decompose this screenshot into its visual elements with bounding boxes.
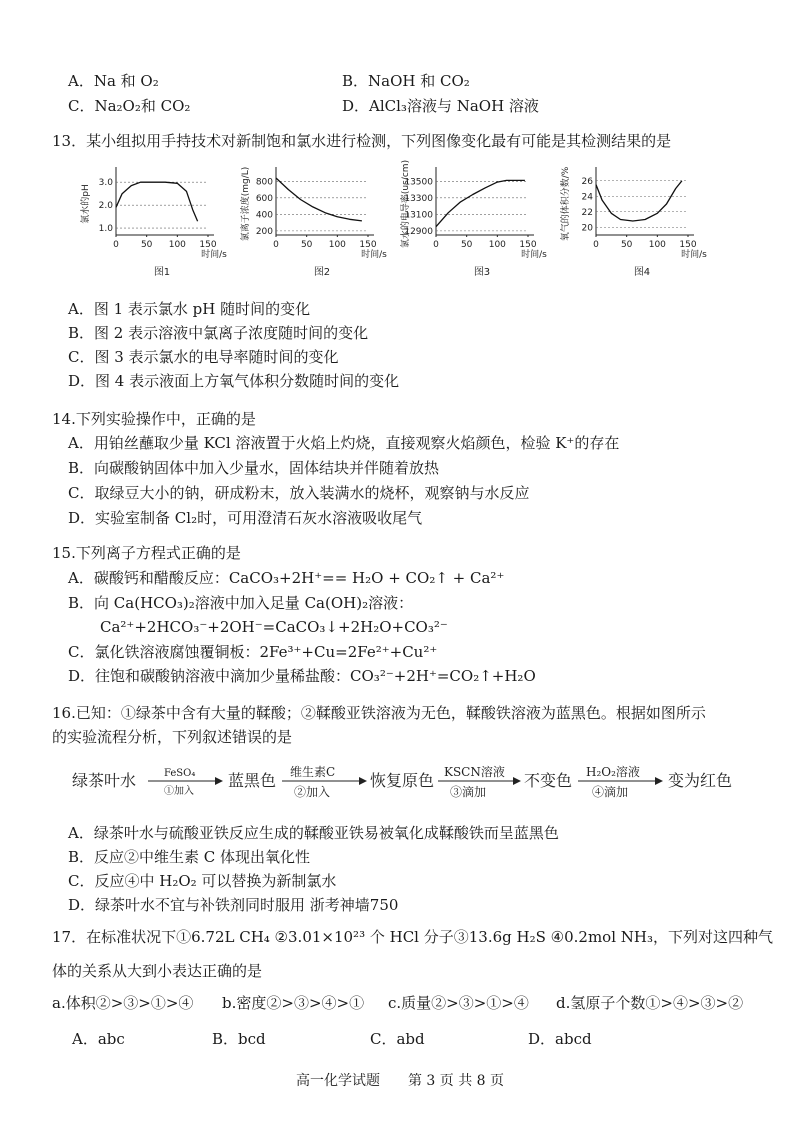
chart3-x-label: 时间/s [521, 250, 547, 260]
q17-option-c: C．abd [370, 1030, 425, 1048]
q13-stem: 13．某小组拟用手持技术对新制饱和氯水进行检测，下列图像变化最有可能是其检测结果的是 [52, 132, 672, 150]
q13-option-c: C．图 3 表示氯水的电导率随时间的变化 [68, 348, 339, 366]
chart2-x-tick-2: 100 [328, 240, 346, 250]
chart2-x-tick-3: 150 [359, 240, 377, 250]
q17-item-c: c.质量②>③>①>④ [388, 994, 529, 1012]
chart4-x-tick-3: 150 [679, 240, 697, 250]
q14-option-a: A．用铂丝蘸取少量 KCl 溶液置于火焰上灼烧，直接观察火焰颜色，检验 K⁺的存在 [68, 434, 620, 452]
chart3-series-line [436, 180, 525, 226]
chart1-y-label: 氯水的pH [81, 184, 91, 224]
chart3-y-tick-2: 13300 [404, 193, 433, 204]
q17-option-b: B．bcd [212, 1030, 266, 1048]
q15-option-b: B．向 Ca(HCO₃)₂溶液中加入足量 Ca(OH)₂溶液： [68, 594, 414, 612]
chart1-y-tick-0: 1.0 [98, 224, 113, 235]
chart3-y-tick-0: 12900 [404, 226, 433, 237]
q16-stem-line2: 的实验流程分析，下列叙述错误的是 [52, 728, 293, 746]
chart3-y-tick-3: 13500 [404, 177, 433, 188]
chart1-y-tick-2: 3.0 [98, 178, 113, 189]
chart2-y-label: 氯离子浓度(mg/L) [241, 166, 251, 242]
chart4-y-tick-1: 22 [581, 207, 593, 218]
flow-arrow-3-top: KSCN溶液 [444, 765, 505, 779]
chart4-x-tick-1: 50 [620, 240, 633, 250]
q13-option-a: A．图 1 表示氯水 pH 随时间的变化 [68, 300, 311, 318]
chart4-series-line [596, 181, 682, 221]
chart2-x-tick-0: 0 [273, 240, 279, 250]
q12-option-d: D．AlCl₃溶液与 NaOH 溶液 [342, 97, 539, 115]
q14-option-b: B．向碳酸钠固体中加入少量水，固体结块并伴随着放热 [68, 459, 440, 477]
chart2-y-tick-3: 800 [255, 177, 273, 188]
chart4-x-label: 时间/s [681, 250, 707, 260]
q13-charts [78, 155, 718, 280]
q15-stem: 15.下列离子方程式正确的是 [52, 544, 241, 562]
chart4-y-tick-2: 24 [581, 192, 593, 203]
chart2-y-tick-2: 600 [255, 193, 273, 204]
q15-option-a: A．碳酸钙和醋酸反应：CaCO₃+2H⁺== H₂O + CO₂↑ + Ca²⁺ [68, 569, 505, 587]
chart3-x-tick-2: 100 [488, 240, 506, 250]
q17-item-b: b.密度②>③>④>① [222, 994, 365, 1012]
page-footer: 高一化学试题 第 3 页 共 8 页 [295, 1073, 505, 1089]
flow-arrow-4-top: H₂O₂溶液 [586, 765, 640, 779]
chart1-y-tick-1: 2.0 [98, 201, 113, 212]
q13-charts-svg [78, 155, 718, 280]
chart3-y-label: 氯水的电导率(us/cm) [401, 159, 411, 249]
chart4-y-tick-0: 20 [581, 223, 593, 234]
chart2-y-tick-0: 200 [255, 226, 273, 237]
flow-arrow-2-bottom: ②加入 [294, 785, 331, 799]
q16-option-d: D．绿茶叶水不宜与补铁剂同时服用 浙考神墙750 [68, 896, 399, 914]
q14-option-c: C．取绿豆大小的钠，研成粉末，放入装满水的烧杯，观察钠与水反应 [68, 484, 530, 502]
q12-option-b: B．NaOH 和 CO₂ [342, 72, 470, 90]
chart2-x-tick-1: 50 [300, 240, 313, 250]
chart4-x-tick-0: 0 [593, 240, 599, 250]
q14-option-d: D．实验室制备 Cl₂时，可用澄清石灰水溶液吸收尾气 [68, 509, 423, 527]
flow-node-1: 绿茶叶水 [72, 771, 137, 790]
chart4-y-tick-3: 26 [581, 176, 593, 187]
chart3-x-tick-0: 0 [433, 240, 439, 250]
chart4-y-label: 氧气的体积分数/% [561, 166, 571, 242]
flow-node-4: 不变色 [524, 771, 573, 790]
q14-stem: 14.下列实验操作中，正确的是 [52, 410, 256, 428]
chart1-x-tick-0: 0 [113, 240, 119, 250]
flow-arrow-4-bottom: ④滴加 [592, 785, 629, 799]
chart1-x-label: 时间/s [201, 250, 227, 260]
q15-option-d: D．往饱和碳酸钠溶液中滴加少量稀盐酸：CO₃²⁻+2H⁺=CO₂↑+H₂O [68, 667, 536, 685]
q17-option-a: A．abc [72, 1030, 125, 1048]
chart3-caption: 图3 [473, 267, 491, 278]
flow-node-2: 蓝黑色 [228, 771, 277, 790]
chart3-x-tick-3: 150 [519, 240, 537, 250]
chart4-caption: 图4 [633, 267, 651, 278]
q17-item-a: a.体积②>③>①>④ [52, 994, 194, 1012]
q15-option-c: C．氯化铁溶液腐蚀覆铜板：2Fe³⁺+Cu=2Fe²⁺+Cu²⁺ [68, 643, 438, 661]
q15-option-b-equation: Ca²⁺+2HCO₃⁻+2OH⁻=CaCO₃↓+2H₂O+CO₃²⁻ [100, 618, 448, 636]
flow-node-5: 变为红色 [668, 771, 732, 790]
q13-option-b: B．图 2 表示溶液中氯离子浓度随时间的变化 [68, 324, 369, 342]
flow-arrow-2-top: 维生素C [290, 765, 336, 779]
q13-option-d: D．图 4 表示液面上方氧气体积分数随时间的变化 [68, 372, 400, 390]
chart3-x-tick-1: 50 [460, 240, 473, 250]
q17-option-d: D．abcd [528, 1030, 592, 1048]
q16-option-b: B．反应②中维生素 C 体现出氧化性 [68, 848, 311, 866]
chart1-caption: 图1 [153, 267, 171, 278]
chart2-caption: 图2 [313, 267, 331, 278]
q16-stem-line1: 16.已知：①绿茶中含有大量的鞣酸；②鞣酸亚铁溶液为无色，鞣酸铁溶液为蓝黑色。根据如图所示 [52, 704, 706, 722]
q17-stem-line1: 17．在标准状况下①6.72L CH₄ ②3.01×10²³ 个 HCl 分子③13.6g H₂S ④0.2mol NH₃，下列对这四种气 [52, 928, 773, 946]
chart2-y-tick-1: 400 [255, 210, 273, 221]
q12-option-c: C．Na₂O₂和 CO₂ [68, 97, 191, 115]
chart3-y-tick-1: 13100 [404, 210, 433, 221]
flow-node-3: 恢复原色 [370, 771, 435, 790]
chart1-x-tick-1: 50 [140, 240, 153, 250]
chart4-x-tick-2: 100 [648, 240, 666, 250]
q17-stem-line2: 体的关系从大到小表达正确的是 [52, 962, 263, 980]
q16-option-a: A．绿茶叶水与硫酸亚铁反应生成的鞣酸亚铁易被氧化成鞣酸铁而呈蓝黑色 [68, 824, 559, 842]
chart2-x-label: 时间/s [361, 250, 387, 260]
chart1-x-tick-2: 100 [168, 240, 186, 250]
q17-item-d: d.氢原子个数①>④>③>② [556, 994, 744, 1012]
q16-option-c: C．反应④中 H₂O₂ 可以替换为新制氯水 [68, 872, 337, 890]
chart1-series-line [116, 182, 198, 221]
q16-flow-diagram [72, 760, 732, 804]
flow-arrow-1-bottom: ①加入 [164, 786, 194, 797]
q12-option-a: A．Na 和 O₂ [68, 72, 159, 90]
flow-arrow-1-top: FeSO₄ [164, 768, 196, 779]
flow-arrow-3-bottom: ③滴加 [450, 785, 487, 799]
chart1-x-tick-3: 150 [199, 240, 217, 250]
